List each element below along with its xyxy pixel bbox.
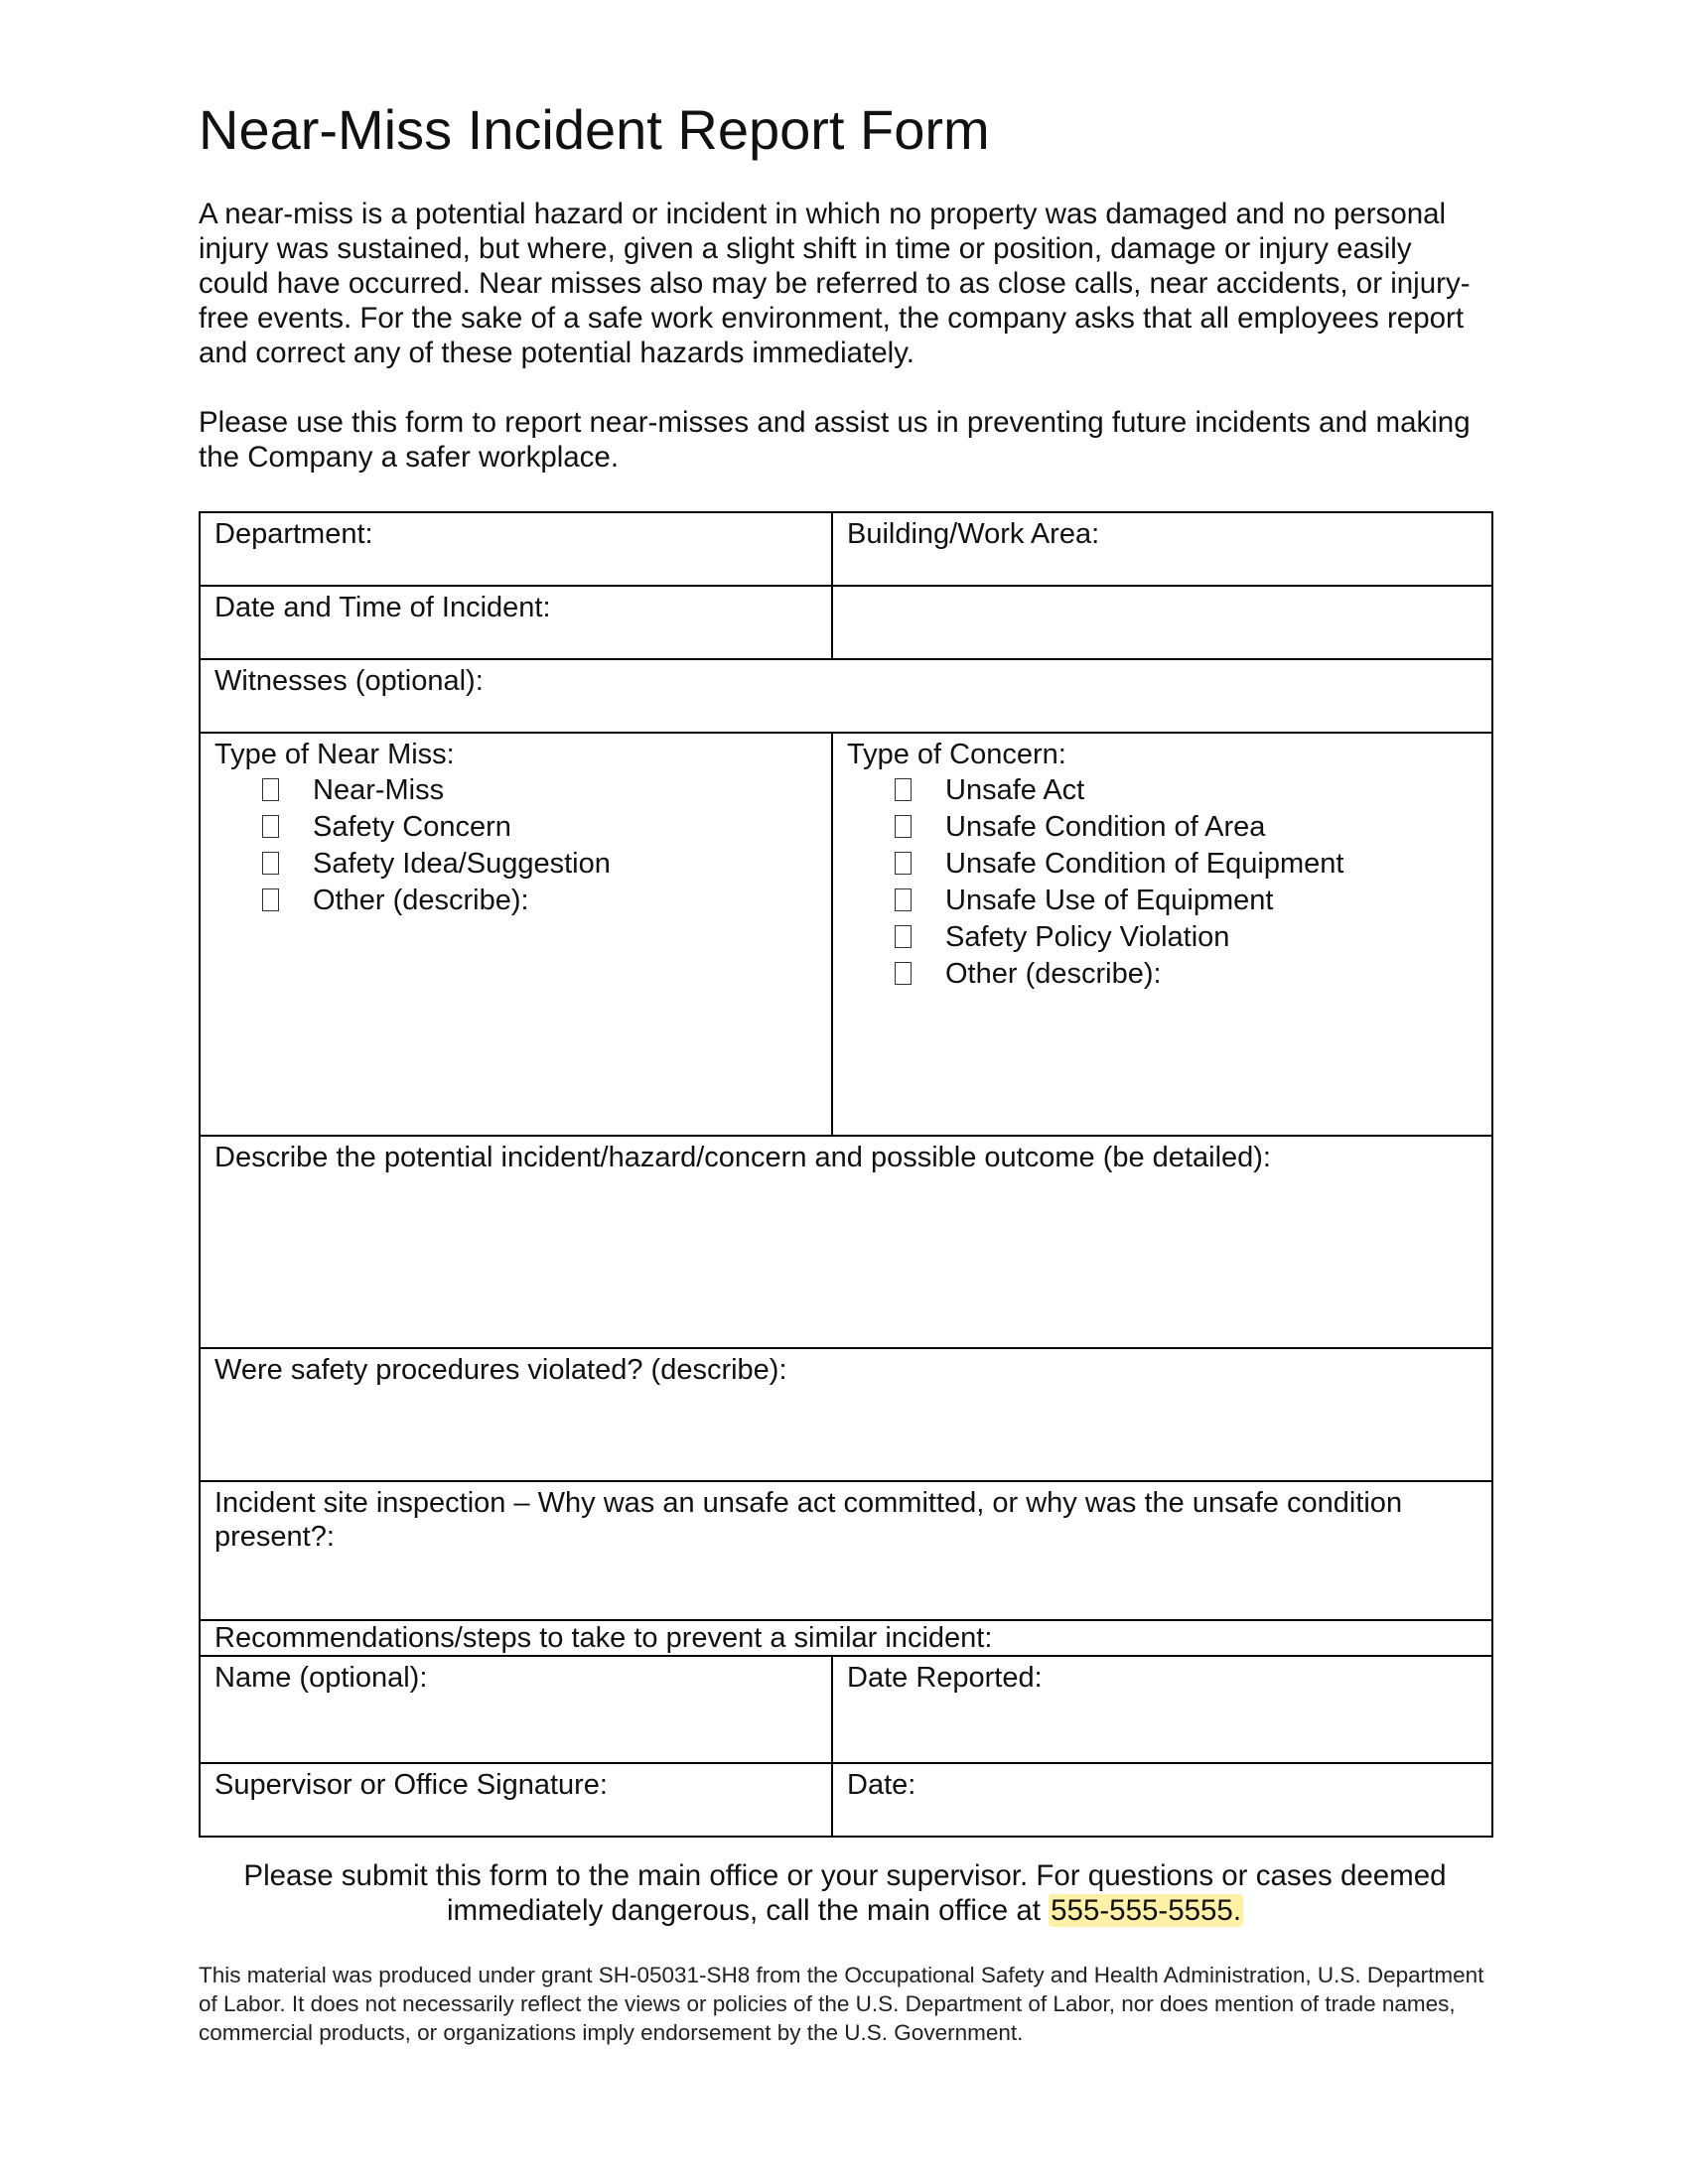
report-form-table <box>199 511 1493 1838</box>
signature-field[interactable] <box>200 1763 832 1837</box>
concern-type-cell <box>832 733 1492 1136</box>
option-label: Unsafe Act <box>945 773 1085 806</box>
page-title: Near-Miss Incident Report Form <box>199 98 990 161</box>
procedures-label: Were safety procedures violated? (describe): <box>214 1354 787 1386</box>
policy-violation-option[interactable] <box>895 918 1477 955</box>
inspection-label: Incident site inspection – Why was an unsafe act committed, or why was the unsafe condition present?: <box>214 1487 1403 1553</box>
unsafe-act-option[interactable] <box>895 771 1477 808</box>
checkbox-icon[interactable] <box>262 778 279 801</box>
checkbox-icon[interactable] <box>895 962 912 985</box>
concern-type-options <box>847 771 1477 992</box>
unsafe-equipment-use-option[interactable] <box>895 882 1477 918</box>
signature-label: Supervisor or Office Signature: <box>214 1769 608 1801</box>
safety-concern-option[interactable] <box>262 808 817 845</box>
date-field[interactable] <box>832 1763 1492 1837</box>
option-label: Unsafe Condition of Area <box>945 810 1266 843</box>
concern-type-heading: Type of Concern: <box>847 739 1066 770</box>
procedures-field[interactable] <box>200 1348 1492 1481</box>
option-label: Other (describe): <box>313 884 529 916</box>
checkbox-icon[interactable] <box>895 852 912 875</box>
submit-note-text: Please submit this form to the main office or your supervisor. For questions or cases deemed immediately dangerous, call the main office at <box>243 1859 1447 1927</box>
name-field[interactable] <box>200 1656 832 1763</box>
checkbox-icon[interactable] <box>262 888 279 911</box>
datetime-label: Date and Time of Incident: <box>214 592 551 623</box>
checkbox-icon[interactable] <box>895 888 912 911</box>
department-label: Department: <box>214 518 373 550</box>
date-reported-label: Date Reported: <box>847 1662 1043 1694</box>
recommendations-field[interactable] <box>200 1620 1492 1656</box>
instructions-paragraph: Please use this form to report near-misses and assist us in preventing future incidents and making the Company a safer workplace. <box>199 406 1471 474</box>
near-miss-type-cell <box>200 733 832 1136</box>
building-label: Building/Work Area: <box>847 518 1100 550</box>
describe-label: Describe the potential incident/hazard/concern and possible outcome (be detailed): <box>214 1142 1271 1173</box>
near-miss-type-options <box>214 771 817 918</box>
unsafe-equipment-condition-option[interactable] <box>895 845 1477 882</box>
witnesses-label: Witnesses (optional): <box>214 665 484 697</box>
disclaimer-text: This material was produced under grant SH-05031-SH8 from the Occupational Safety and Health Administration, U.S. Department of Labor. It does not necessarily reflect the views or policies of the U.S. Department of Labor, nor does mention of trade names, commercial products, or organizations imply endorsement by the U.S. Government. <box>199 1963 1484 2045</box>
safety-idea-option[interactable] <box>262 845 817 882</box>
datetime-value-field[interactable] <box>832 586 1492 659</box>
other-concern-option[interactable] <box>895 955 1477 992</box>
unsafe-area-option[interactable] <box>895 808 1477 845</box>
department-field[interactable] <box>200 512 832 586</box>
date-label: Date: <box>847 1769 916 1801</box>
option-label: Near-Miss <box>313 773 445 806</box>
checkbox-icon[interactable] <box>895 778 912 801</box>
option-label: Unsafe Use of Equipment <box>945 884 1274 916</box>
submit-note <box>199 1858 1491 1928</box>
building-field[interactable] <box>832 512 1492 586</box>
option-label: Unsafe Condition of Equipment <box>945 847 1344 880</box>
recommendations-label: Recommendations/steps to take to prevent a similar incident: <box>214 1622 993 1654</box>
date-reported-field[interactable] <box>832 1656 1492 1763</box>
option-label: Safety Concern <box>313 810 511 843</box>
option-label: Other (describe): <box>945 957 1162 990</box>
other-option[interactable] <box>262 882 817 918</box>
name-label: Name (optional): <box>214 1662 428 1694</box>
inspection-field[interactable] <box>200 1481 1492 1620</box>
describe-field[interactable] <box>200 1136 1492 1348</box>
checkbox-icon[interactable] <box>895 925 912 948</box>
option-label: Safety Idea/Suggestion <box>313 847 611 880</box>
checkbox-icon[interactable] <box>262 852 279 875</box>
datetime-field[interactable] <box>200 586 832 659</box>
near-miss-type-heading: Type of Near Miss: <box>214 739 455 770</box>
intro-paragraph: A near-miss is a potential hazard or incident in which no property was damaged and no personal injury was sustained, but where, given a slight shift in time or position, damage or injury easily could have occurred. Near misses also may be referred to as close calls, near accidents, or injury-free events. For the sake of a safe work environment, the company asks that all employees report and correct any of these potential hazards immediately. <box>199 198 1471 369</box>
near-miss-option[interactable] <box>262 771 817 808</box>
witnesses-field[interactable] <box>200 659 1492 733</box>
phone-number: 555-555-5555. <box>1051 1894 1242 1927</box>
option-label: Safety Policy Violation <box>945 920 1230 953</box>
checkbox-icon[interactable] <box>895 815 912 838</box>
checkbox-icon[interactable] <box>262 815 279 838</box>
